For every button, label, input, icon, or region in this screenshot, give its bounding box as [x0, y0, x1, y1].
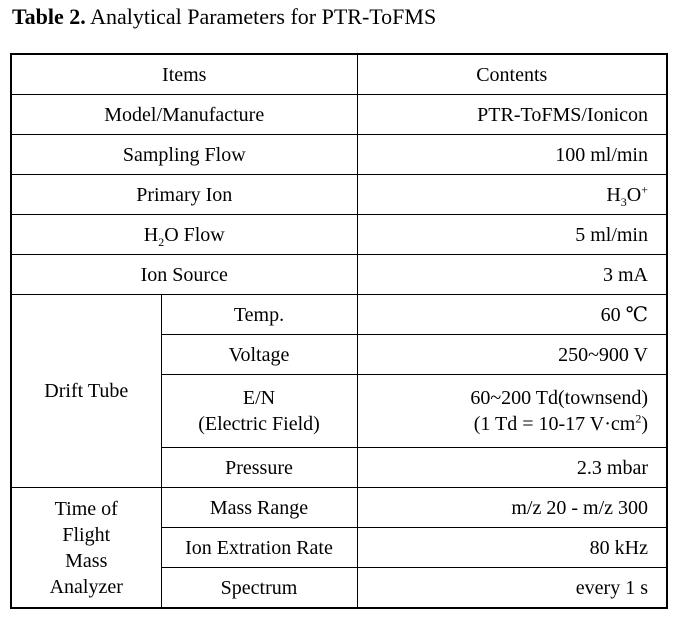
row-label-h2o-flow — [11, 215, 357, 255]
row-label-extraction-rate: Ion Extration Rate — [161, 528, 357, 568]
table-row — [11, 295, 667, 335]
row-label-pressure: Pressure — [161, 448, 357, 488]
en-value-line2 — [366, 411, 649, 437]
row-label-model: Model/Manufacture — [11, 95, 357, 135]
en-value-line1: 60~200 Td(townsend) — [470, 387, 648, 409]
tof-line3: Mass — [65, 549, 108, 572]
en-label-line2: (Electric Field) — [198, 413, 320, 435]
table-row — [11, 175, 667, 215]
group-tof-mass-analyzer — [11, 488, 161, 609]
en-value-line2-pre: (1 Td = 10-17 V·cm — [473, 413, 636, 435]
en-label-line1: E/N — [242, 387, 276, 409]
row-value-extraction-rate: 80 kHz — [357, 528, 667, 568]
table-row — [11, 255, 667, 295]
row-label-temp: Temp. — [161, 295, 357, 335]
table-row — [11, 135, 667, 175]
row-value-pressure: 2.3 mbar — [357, 448, 667, 488]
table-caption — [12, 4, 436, 30]
row-label-spectrum: Spectrum — [161, 568, 357, 609]
row-value-spectrum: every 1 s — [357, 568, 667, 609]
row-label-voltage: Voltage — [161, 335, 357, 375]
table-row — [11, 95, 667, 135]
tof-line4: Analyzer — [49, 575, 123, 598]
row-value-temp: 60 ℃ — [357, 295, 667, 335]
ion-h: H — [606, 183, 621, 206]
row-value-h2o-flow: 5 ml/min — [357, 215, 667, 255]
row-label-ion-source: Ion Source — [11, 255, 357, 295]
ion-o: O — [626, 183, 642, 206]
parameters-table — [10, 53, 668, 609]
row-label-primary-ion: Primary Ion — [11, 175, 357, 215]
header-row — [11, 54, 667, 95]
row-label-mass-range: Mass Range — [161, 488, 357, 528]
header-contents: Contents — [357, 54, 667, 95]
table-row — [11, 488, 667, 528]
row-value-ion-source: 3 mA — [357, 255, 667, 295]
ion-sup: + — [641, 181, 648, 196]
ion-sub: 3 — [620, 194, 627, 209]
group-drift-tube: Drift Tube — [11, 295, 161, 488]
en-value-line2-post: ) — [641, 413, 648, 435]
table-row — [11, 215, 667, 255]
row-value-model: PTR-ToFMS/Ionicon — [357, 95, 667, 135]
row-value-en — [357, 375, 667, 448]
h2o-h: H — [143, 223, 159, 246]
caption-label: Table 2. — [12, 4, 86, 29]
row-label-en — [161, 375, 357, 448]
caption-title: Analytical Parameters for PTR-ToFMS — [90, 4, 437, 29]
tof-line1: Time of — [54, 497, 118, 520]
row-value-sampling-flow: 100 ml/min — [357, 135, 667, 175]
en-value-line2-sup: 2 — [635, 411, 642, 426]
h2o-sub: 2 — [158, 234, 165, 249]
tof-line2: Flight — [62, 523, 111, 546]
row-label-sampling-flow: Sampling Flow — [11, 135, 357, 175]
h2o-rest: O Flow — [164, 223, 225, 246]
header-items: Items — [11, 54, 357, 95]
row-value-mass-range: m/z 20 - m/z 300 — [357, 488, 667, 528]
row-value-primary-ion — [357, 175, 667, 215]
row-value-voltage: 250~900 V — [357, 335, 667, 375]
